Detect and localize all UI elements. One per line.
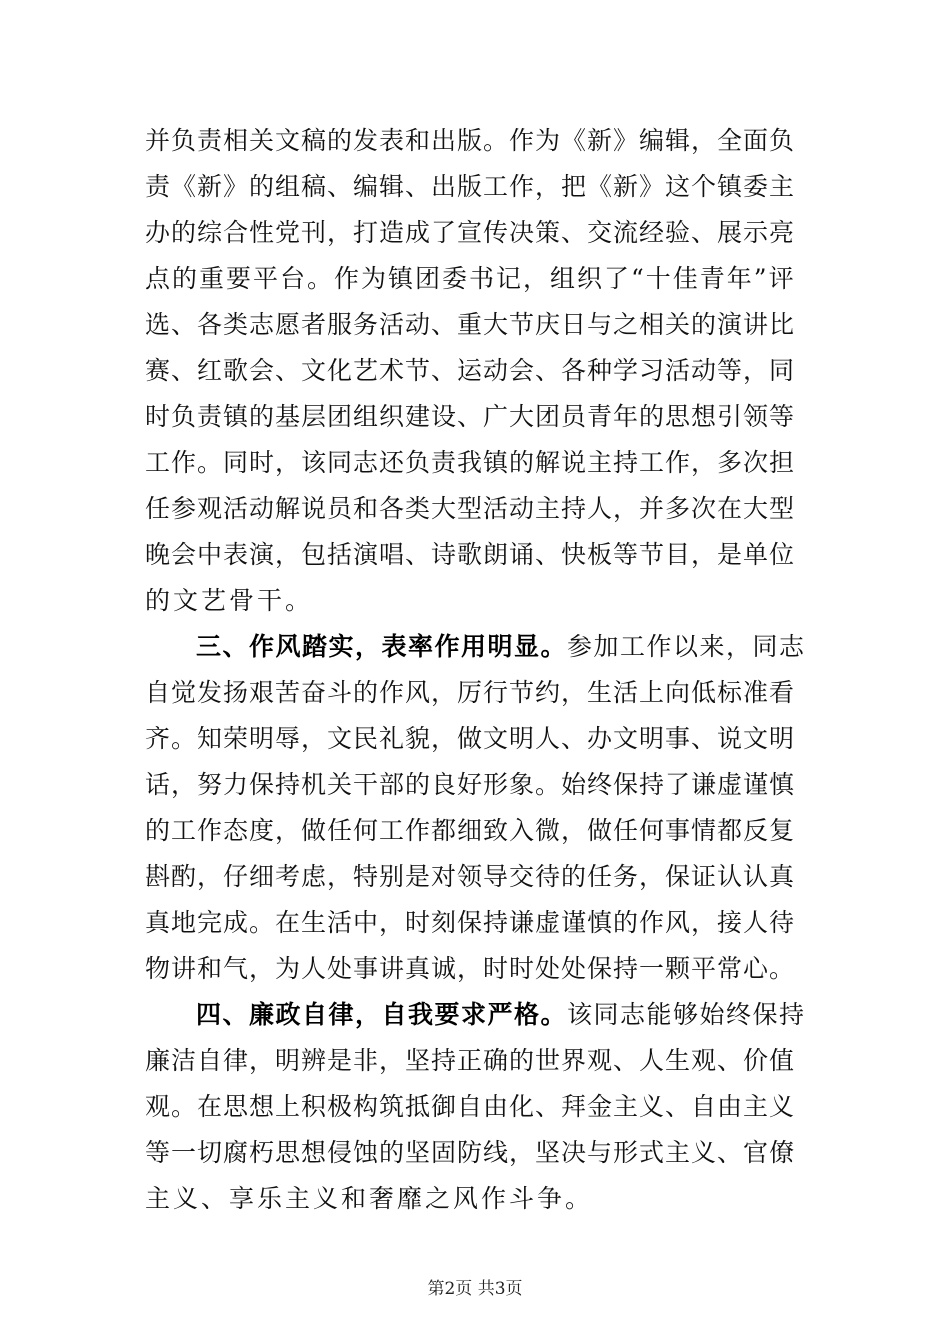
section4-line: 主义、享乐主义和奢靡之风作斗争。 bbox=[145, 1184, 594, 1213]
section4-first-line bbox=[196, 992, 806, 1038]
section4-heading: 四、廉政自律，自我要求严格。 bbox=[196, 1000, 568, 1029]
section4-line: 观。在思想上积极构筑抵御自由化、拜金主义、自由主义 bbox=[145, 1092, 796, 1121]
section3-line: 的工作态度，做任何工作都细致入微，做任何事情都反复 bbox=[145, 816, 796, 845]
section3-line: 自觉发扬艰苦奋斗的作风，厉行节约，生活上向低标准看 bbox=[145, 678, 796, 707]
section4-first-line-text: 该同志能够始终保持 bbox=[567, 1000, 806, 1029]
paragraph1-line: 工作。同时，该同志还负责我镇的解说主持工作，多次担 bbox=[145, 448, 796, 477]
section3-line: 斟酌，仔细考虑，特别是对领导交待的任务，保证认认真 bbox=[145, 862, 796, 891]
paragraph1-line: 选、各类志愿者服务活动、重大节庆日与之相关的演讲比 bbox=[145, 310, 796, 339]
paragraph1-line: 时负责镇的基层团组织建设、广大团员青年的思想引领等 bbox=[145, 402, 796, 431]
paragraph1-line: 点的重要平台。作为镇团委书记，组织了“十佳青年”评 bbox=[145, 264, 796, 293]
section4-line: 等一切腐朽思想侵蚀的坚固防线，坚决与形式主义、官僚 bbox=[145, 1138, 796, 1167]
section3-line: 物讲和气，为人处事讲真诚，时时处处保持一颗平常心。 bbox=[145, 954, 796, 983]
page-number-footer: 第2页 共3页 bbox=[427, 1279, 523, 1299]
paragraph1-line: 任参观活动解说员和各类大型活动主持人，并多次在大型 bbox=[145, 494, 796, 523]
section3-first-line-text: 参加工作以来，同志 bbox=[567, 632, 806, 661]
paragraph1-line: 责《新》的组稿、编辑、出版工作，把《新》这个镇委主 bbox=[145, 172, 796, 201]
paragraph1-line: 并负责相关文稿的发表和出版。作为《新》编辑，全面负 bbox=[145, 126, 796, 155]
paragraph1-line: 赛、红歌会、文化艺术节、运动会、各种学习活动等，同 bbox=[145, 356, 796, 385]
section3-heading: 三、作风踏实，表率作用明显。 bbox=[196, 632, 568, 661]
section3-line: 真地完成。在生活中，时刻保持谦虚谨慎的作风，接人待 bbox=[145, 908, 796, 937]
paragraph1-line: 的文艺骨干。 bbox=[145, 586, 314, 615]
paragraph1-line: 晚会中表演，包括演唱、诗歌朗诵、快板等节目，是单位 bbox=[145, 540, 796, 569]
section3-first-line bbox=[196, 624, 806, 670]
section4-line: 廉洁自律，明辨是非，坚持正确的世界观、人生观、价值 bbox=[145, 1046, 796, 1075]
section3-line: 齐。知荣明辱，文民礼貌，做文明人、办文明事、说文明 bbox=[145, 724, 796, 753]
section3-line: 话，努力保持机关干部的良好形象。始终保持了谦虚谨慎 bbox=[145, 770, 796, 799]
paragraph1-line: 办的综合性党刊，打造成了宣传决策、交流经验、展示亮 bbox=[145, 218, 796, 247]
